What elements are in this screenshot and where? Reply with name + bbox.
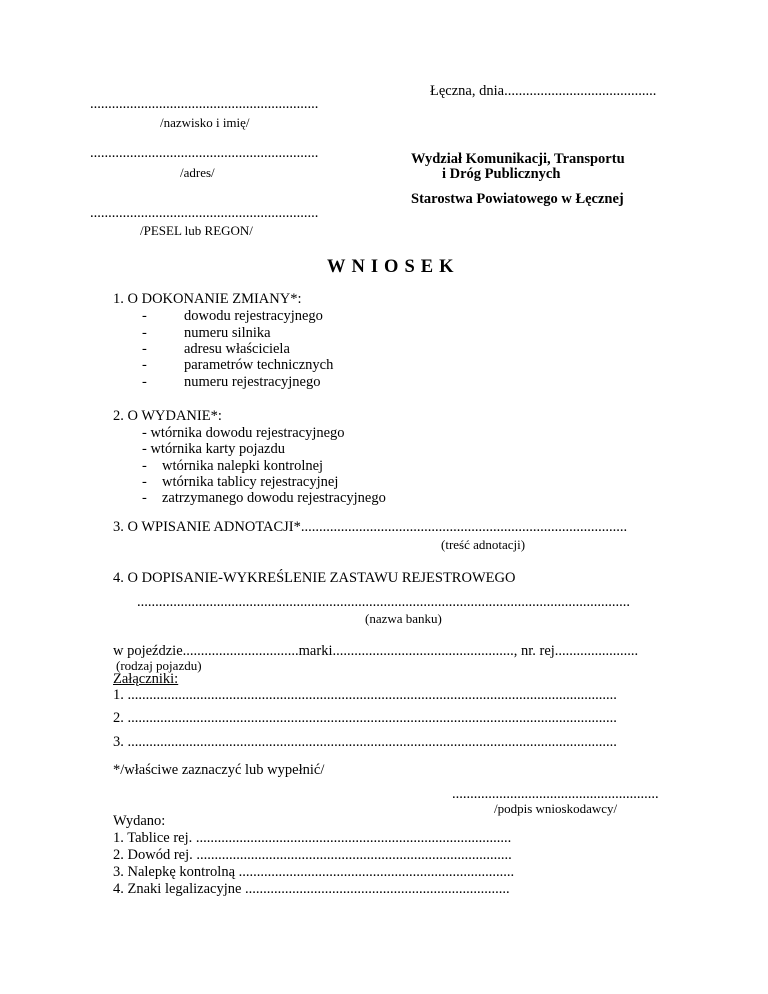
issued-item: 4. Znaki legalizacyjne .........................................................................: [113, 881, 510, 897]
attachment-line: 1. .......................................................................................................................................: [113, 687, 617, 703]
section2-item: - wtórnika dowodu rejestracyjnego: [142, 425, 345, 441]
attachments-heading: Załączniki:: [113, 671, 179, 687]
place-date-field: Łęczna, dnia..........................................: [430, 83, 657, 99]
section1-item: adresu właściciela: [184, 341, 290, 357]
section1-item: numeru silnika: [184, 325, 271, 341]
section1-bullet: -: [142, 325, 147, 341]
section1-bullet: -: [142, 374, 147, 390]
pesel-label: /PESEL lub REGON/: [140, 223, 253, 238]
section1-bullet: -: [142, 357, 147, 373]
signature-label: /podpis wnioskodawcy/: [494, 801, 618, 816]
section4-caption: (nazwa banku): [365, 611, 442, 626]
recipient-line3: Starostwa Powiatowego w Łęcznej: [411, 191, 624, 207]
section1-bullet: -: [142, 308, 147, 324]
section1-heading: 1. O DOKONANIE ZMIANY*:: [113, 291, 302, 307]
pesel-dots: ...............................................................: [90, 205, 319, 221]
document-title: WNIOSEK: [327, 257, 460, 277]
section1-item: dowodu rejestracyjnego: [184, 308, 323, 324]
section2-heading: 2. O WYDANIE*:: [113, 408, 222, 424]
attachment-line: 2. .......................................................................................................................................: [113, 710, 617, 726]
section2-item: - wtórnika karty pojazdu: [142, 441, 285, 457]
section3-heading: 3. O WPISANIE ADNOTACJI*..........................................................................................: [113, 519, 628, 535]
section2-item: wtórnika tablicy rejestracyjnej: [162, 474, 339, 490]
section2-bullet: -: [142, 458, 147, 474]
issued-heading: Wydano:: [113, 813, 166, 829]
recipient-line2: i Dróg Publicznych: [442, 166, 561, 182]
attachment-line: 3. .......................................................................................................................................: [113, 734, 617, 750]
section2-bullet: -: [142, 490, 147, 506]
recipient-line1: Wydział Komunikacji, Transportu: [411, 151, 625, 167]
address-label: /adres/: [180, 165, 215, 180]
name-dots: ...............................................................: [90, 96, 319, 112]
section1-item: parametrów technicznych: [184, 357, 334, 373]
issued-item: 3. Nalepkę kontrolną ............................................................................: [113, 864, 515, 880]
section4-heading: 4. O DOPISANIE-WYKREŚLENIE ZASTAWU REJESTROWEGO: [113, 570, 516, 586]
section2-item: zatrzymanego dowodu rejestracyjnego: [162, 490, 386, 506]
signature-dots: .........................................................: [452, 786, 659, 802]
issued-item: 2. Dowód rej. .......................................................................................: [113, 847, 512, 863]
address-dots: ...............................................................: [90, 145, 319, 161]
section1-item: numeru rejestracyjnego: [184, 374, 321, 390]
section3-caption: (treść adnotacji): [441, 537, 526, 552]
footnote: */właściwe zaznaczyć lub wypełnić/: [113, 762, 325, 778]
section2-item: wtórnika nalepki kontrolnej: [162, 458, 324, 474]
section2-bullet: -: [142, 474, 147, 490]
vehicle-line: w pojeździe................................marki.................................................., nr. rej.......................: [113, 643, 639, 659]
vehicle-caption: (rodzaj pojazdu): [116, 658, 202, 673]
section4-dots: ........................................................................................................................................: [137, 594, 630, 610]
section1-bullet: -: [142, 341, 147, 357]
issued-item: 1. Tablice rej. .......................................................................................: [113, 830, 512, 846]
name-label: /nazwisko i imię/: [160, 115, 250, 130]
